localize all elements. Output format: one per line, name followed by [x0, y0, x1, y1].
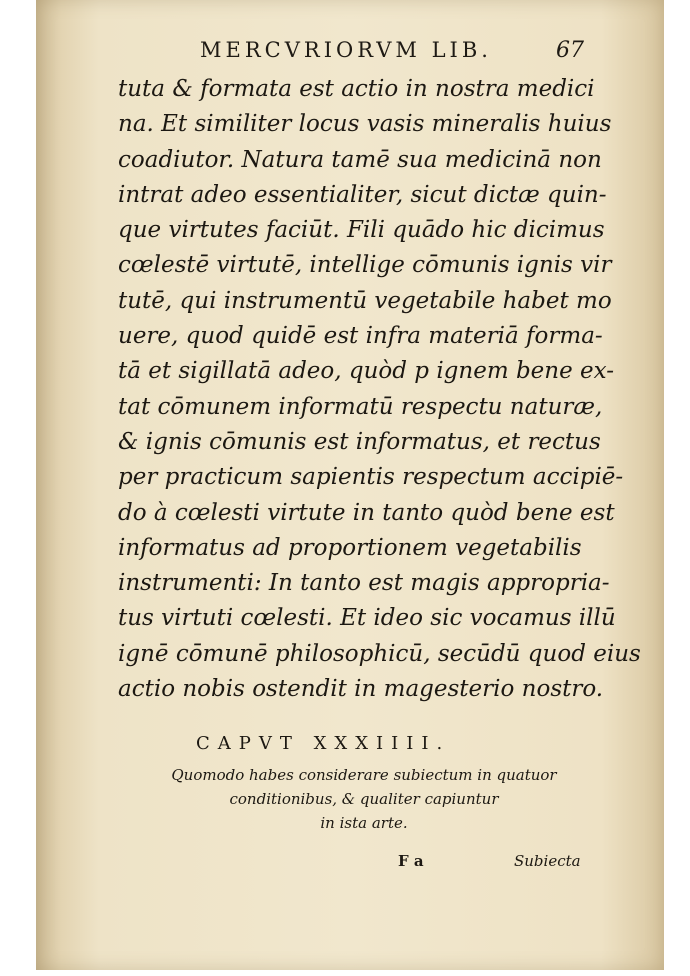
text-line: ignē cōmunē philosophicū, secūdū quod eius	[118, 640, 641, 667]
subtitle-line: Quomodo habes considerare subiectum in quatuor	[171, 766, 557, 784]
text-line: instrumenti: In tanto est magis appropria-	[118, 570, 610, 597]
subtitle-line: in ista arte.	[320, 814, 408, 832]
running-head: MERCVRIORVM LIB.	[200, 38, 492, 62]
text-line: tuta & formata est actio in nostra medici	[118, 76, 595, 102]
page-number: 67	[556, 38, 584, 63]
text-line: uere, quod quidē est infra materiā forma-	[118, 323, 603, 350]
text-line: intrat adeo essentialiter, sicut dictæ quin-	[118, 181, 607, 208]
text-line: informatus ad proportionem vegetabilis	[118, 534, 582, 561]
chapter-heading: CAPVT XXXIIII.	[196, 733, 451, 754]
text-line: per practicum sapientis respectum accipiē-	[118, 464, 624, 491]
text-line: tus virtuti cœlesti. Et ideo sic vocamus illū	[118, 605, 616, 632]
text-line: que virtutes faciūt. Fili quādo hic dicimus	[118, 217, 605, 244]
text-line: tat cōmunem informatū respectu naturæ,	[118, 393, 603, 420]
text-line: coadiutor. Natura tamē sua medicinā non	[118, 146, 602, 173]
text-line: tutē, qui instrumentū vegetabile habet mo	[118, 287, 612, 314]
text-line: tā et sigillatā adeo, quòd p ignem bene ex-	[118, 358, 614, 385]
body-text	[118, 72, 641, 707]
text-line: actio nobis ostendit in magesterio nostro.	[118, 676, 604, 703]
text-line: na. Et similiter locus vasis mineralis huius	[118, 111, 612, 138]
text-line: cœlestē virtutē, intellige cōmunis ignis vir	[118, 252, 612, 279]
text-line: do à cœlesti virtute in tanto quòd bene est	[118, 499, 615, 526]
book-page	[36, 0, 664, 970]
chapter-subtitle	[134, 763, 594, 835]
page-header	[200, 38, 600, 66]
signature-mark: F a	[398, 852, 424, 870]
text-line: & ignis cōmunis est informatus, et rectus	[118, 428, 601, 455]
subtitle-line: conditionibus, & qualiter capiuntur	[229, 790, 499, 808]
catchword: Subiecta	[514, 852, 581, 870]
